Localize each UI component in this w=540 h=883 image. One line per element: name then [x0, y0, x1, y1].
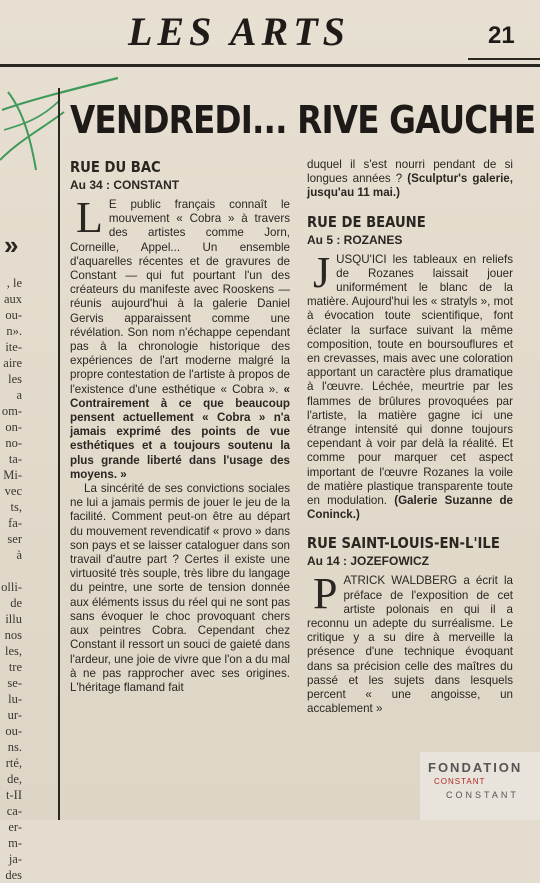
- left-column-fragment: n».: [6, 324, 22, 338]
- left-column-fragment: nos: [4, 628, 22, 642]
- gallery-credit: (Sculptur's galerie, jusqu'au 11 mai.): [307, 172, 513, 200]
- left-column-fragment: , le: [6, 276, 22, 290]
- left-column-fragment: les: [8, 372, 22, 386]
- article-paragraph: [307, 569, 513, 716]
- left-column-fragment: t-II: [6, 788, 22, 802]
- left-column-fragment: ou-: [5, 724, 22, 738]
- left-column-fragment: no-: [5, 436, 22, 450]
- left-column-fragment: illu: [5, 612, 22, 626]
- left-column-fragment: aux: [3, 292, 22, 306]
- drop-cap: P: [313, 569, 338, 619]
- left-column-fragment: Mi-: [3, 468, 22, 482]
- left-column-fragment: m-: [8, 836, 22, 850]
- section-title: LES ARTS: [128, 9, 350, 54]
- watermark-text: CONSTANT: [434, 777, 486, 786]
- article-paragraph: [70, 193, 290, 482]
- page-number: 21: [488, 22, 515, 49]
- left-column-fragments: [0, 275, 26, 882]
- gallery-credit: (Galerie Suzanne de Coninck.): [307, 494, 513, 522]
- address-heading: Au 34 : CONSTANT: [70, 178, 180, 192]
- left-column-fragment: tre: [8, 660, 22, 674]
- street-heading: RUE DE BEAUNE: [307, 212, 426, 231]
- left-column-fragment: fa-: [8, 516, 22, 530]
- left-column-fragment: vec: [4, 484, 22, 498]
- left-column-fragment: om-: [1, 404, 22, 418]
- left-column-fragment: ns.: [7, 740, 22, 754]
- left-column-fragment: ite-: [5, 340, 22, 354]
- right-column: [307, 158, 513, 717]
- headline: VENDREDI... RIVE GAUCHE: [70, 98, 536, 142]
- street-heading: RUE SAINT-LOUIS-EN-L'ILE: [307, 534, 500, 553]
- watermark-text: CONSTANT: [446, 790, 519, 800]
- article-paragraph: La sincérité de ses convictions sociales ne lui a jamais permis de jouer le jeu de la facilité. Comment peut-on être au départ du mouvement revendicatif « provo » dans son pays et se laisser cataloguer dans son travail d'autre part ? Certes il existe une virtuosité très souple, très libre du langage du peintre, une sorte de tension donnée aux éléments issus du réel qui ne sont pas sans évoquer le choc provoquant chers aux peintres Cobra. Cependant chez Constant il ressort un souci de gaieté dans l'ardeur, une joie de vivre que l'on a du mal à ne pas rapprocher avec ses origines. L'héritage flamand fait: [70, 482, 290, 694]
- left-column-fragment: ur-: [7, 708, 22, 722]
- left-column-fragment: ca-: [6, 804, 22, 818]
- article-continuation: [307, 158, 513, 201]
- left-column-fragment: a: [16, 388, 22, 402]
- column-divider: [58, 88, 60, 820]
- drop-cap: L: [76, 193, 103, 242]
- left-column-fragment: à: [16, 548, 22, 562]
- street-heading: RUE DU BAC: [70, 158, 161, 176]
- paragraph-text: ATRICK WALDBERG a écrit la préface de l'exposition de cet artiste polonais en qui il a reconnu un adepte du surréalisme. Le critique y a su dire à merveille la présence d'une technique évoquant dans sa précision celle des maîtres du passé et les sujets dans lesquels percent « une angoisse, un accablement »: [307, 574, 513, 716]
- drop-cap: J: [313, 247, 331, 297]
- left-column-fragment: ta-: [8, 452, 22, 466]
- left-column-fragment: ser: [7, 532, 22, 546]
- address-heading: Au 5 : ROZANES: [307, 232, 403, 247]
- header-rule-short: [468, 58, 540, 60]
- header-rule: [0, 64, 540, 67]
- left-column-fragment: ts,: [10, 500, 22, 514]
- chevron-right-icon: »: [4, 230, 19, 260]
- left-column-fragment: ja-: [8, 852, 22, 866]
- left-column-fragment: les,: [4, 644, 22, 658]
- paragraph-text: duquel il s'est nourri pendant de si longues années ?: [307, 158, 513, 186]
- left-column-fragment: ou-: [5, 308, 22, 322]
- page-header: [0, 0, 540, 66]
- left-column-fragment: on-: [5, 420, 22, 434]
- left-column-fragment: er-: [8, 820, 22, 834]
- left-column-fragment: [0, 563, 26, 579]
- left-column-fragment: de: [10, 596, 22, 610]
- left-column-fragment: des: [5, 868, 22, 882]
- article-paragraph: [307, 247, 513, 523]
- article-rue-du-bac: [70, 158, 290, 695]
- left-column-fragment: se-: [7, 676, 22, 690]
- left-column-fragment: lu-: [8, 692, 22, 706]
- left-column-fragment: aire: [3, 356, 22, 370]
- watermark-text: FONDATION: [428, 760, 523, 775]
- article-rue-de-beaune: [307, 213, 513, 523]
- left-column-fragment: de,: [7, 772, 22, 786]
- paragraph-text: USQU'ICI les tableaux en reliefs de Rozanes laissait jouer uniformément le blanc de la matière. Aujourd'hui les « stratyls », mot à évocation toute scientifique, font éclater la surface suivant la même composition, toute en boursouflures et en crevasses, mais avec une coloration apportant un caractère plus dramatique à l'œuvre. Léchée, meurtrie par les flammes de brûlures provoquées par l'artiste, la matière gagne ici une étrange intensité qui donne toujours cependant à voir par delà la réalité. Et comme pour marquer cet aspect important de l'œuvre Rozanes la voile de matière plastique transparente toute en modulation.: [307, 252, 513, 508]
- article-rue-saint-louis: [307, 534, 513, 716]
- address-heading: Au 14 : JOZEFOWICZ: [307, 554, 430, 569]
- left-column-fragment: olli-: [1, 580, 22, 594]
- quote-text: « Contrairement à ce que beaucoup pensent actuellement « Cobra » n'a jamais exprimé des points de vue esthétiques et a toujours soutenu la plus grande liberté dans l'usage des moyens. »: [70, 382, 290, 481]
- left-column-fragment: rté,: [5, 756, 22, 770]
- paragraph-text: E public français connaît le mouvement « Cobra » à travers des artistes comme Jorn, Corneille, Appel... Un ensemble d'aquarelles récentes et de gravures de Constant — qui fut pourtant l'un des créateurs du manifeste avec Rooskens — réunis aujourd'hui à la galerie Daniel Gervis apparaissent comme une révélation. Son nom n'échappe cependant pas à la chronologie historique des expériences de l'art moderne malgré la propre contestation de l'artiste à propos de l'existence d'une esthétique « Cobra ».: [70, 198, 290, 396]
